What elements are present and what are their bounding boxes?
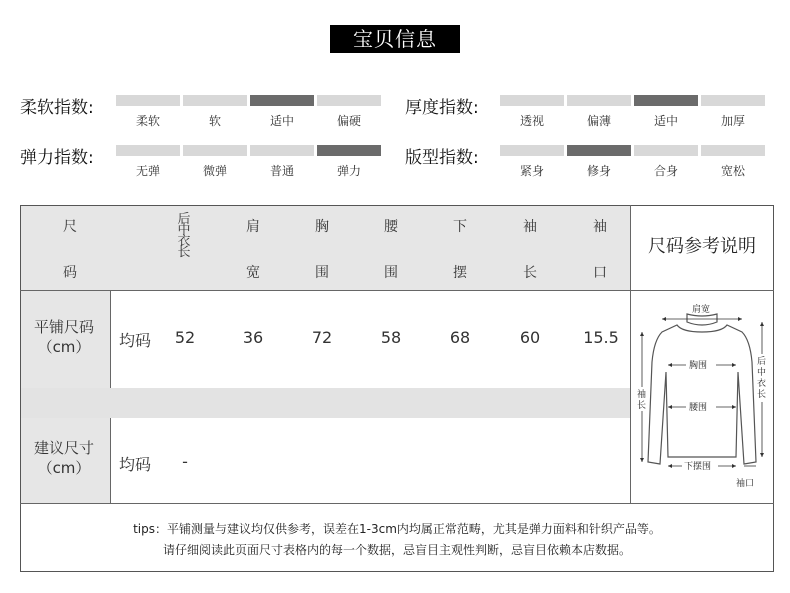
arrow-head xyxy=(662,317,666,321)
header-waist-2: 围 xyxy=(384,265,398,281)
value-hem: 68 xyxy=(449,328,471,347)
arrow-head xyxy=(640,458,644,462)
header-back-length-char: 中 xyxy=(177,223,191,238)
size-cell: 均码 xyxy=(118,455,151,474)
arrow-head xyxy=(738,317,742,321)
row-label-unit: （cm） xyxy=(37,338,91,356)
index-segment xyxy=(500,95,564,106)
sweater-outline xyxy=(648,325,756,464)
size-cell: 均码 xyxy=(118,331,151,350)
sleeve-label-1: 袖 xyxy=(637,390,647,400)
index-segment xyxy=(116,95,180,106)
header-chest-1: 胸 xyxy=(315,219,329,235)
header-back-length-char: 衣 xyxy=(177,234,191,249)
arrow-head xyxy=(668,363,672,367)
index-option: 微弹 xyxy=(202,164,227,178)
value-back-length: 52 xyxy=(174,328,196,347)
index-segment xyxy=(634,145,698,156)
tips-box xyxy=(20,503,774,572)
arrow-head xyxy=(760,453,764,457)
header-size-2: 码 xyxy=(63,265,77,281)
index-option: 宽松 xyxy=(720,164,745,178)
header-back-length-char: 后 xyxy=(177,212,191,227)
arrow-head xyxy=(732,464,736,468)
index-option: 修身 xyxy=(586,164,611,178)
index-option: 软 xyxy=(208,114,221,128)
index-segment xyxy=(634,95,698,106)
index-segment xyxy=(183,145,247,156)
arrow-head xyxy=(640,332,644,336)
row-label-line: 平铺尺码 xyxy=(33,318,94,336)
index-option: 偏硬 xyxy=(336,114,361,128)
tips-line-2: 请仔细阅读此页面尺寸表格内的每一个数据，忌盲目主观性判断，忌盲目依赖本店数据。 xyxy=(162,543,631,557)
index-segment xyxy=(183,95,247,106)
garment-diagram xyxy=(632,292,772,500)
header-hem-2: 摆 xyxy=(453,265,467,281)
index-option: 普通 xyxy=(269,164,294,178)
arrow-head xyxy=(732,405,736,409)
row-label-suggested xyxy=(20,438,108,478)
length-label-2: 中 xyxy=(757,368,767,378)
index-option: 偏薄 xyxy=(586,114,611,128)
collar-outline xyxy=(687,314,717,325)
index-segment xyxy=(317,95,381,106)
header-sleeve-2: 长 xyxy=(523,265,537,281)
arrow-head xyxy=(732,363,736,367)
row-label-unit: （cm） xyxy=(37,459,91,477)
index-option: 加厚 xyxy=(720,114,745,128)
index-option: 无弹 xyxy=(135,164,160,178)
header-sleeve-1: 袖 xyxy=(523,219,537,235)
size-guide-title: 尺码参考说明 xyxy=(648,236,756,257)
length-label-4: 长 xyxy=(757,390,767,400)
index-option: 合身 xyxy=(653,164,678,178)
index-option: 弹力 xyxy=(336,164,361,178)
header-cuff-2: 口 xyxy=(593,265,607,281)
arrow-head xyxy=(760,322,764,326)
row-label-line: 建议尺寸 xyxy=(33,439,94,457)
index-segment xyxy=(250,145,314,156)
chest-label: 胸围 xyxy=(689,361,708,371)
value-waist: 58 xyxy=(380,328,402,347)
length-label-1: 后 xyxy=(757,357,767,367)
value-cuff: 15.5 xyxy=(583,328,619,347)
index-option: 紧身 xyxy=(519,164,544,178)
index-segment xyxy=(567,145,631,156)
index-option: 柔软 xyxy=(135,114,160,128)
value-shoulder: 36 xyxy=(242,328,264,347)
index-label: 柔软指数: xyxy=(20,98,94,118)
header-back-length xyxy=(177,214,191,258)
index-segment xyxy=(701,145,765,156)
index-segment xyxy=(701,95,765,106)
header-shoulder-2: 宽 xyxy=(246,265,260,281)
index-segment xyxy=(567,95,631,106)
table-line xyxy=(20,290,774,291)
value-sleeve: 60 xyxy=(519,328,541,347)
value-dash: - xyxy=(182,452,188,471)
cuff-label: 袖口 xyxy=(736,479,755,489)
index-label: 版型指数: xyxy=(405,148,479,168)
tips-line-1: tips：平铺测量与建议均仅供参考，误差在1-3cm内均属正常范畴，尤其是弹力面料和针织产品等。 xyxy=(133,522,661,536)
sleeve-label-2: 长 xyxy=(637,401,647,411)
length-label-3: 衣 xyxy=(757,379,767,389)
header-chest-2: 围 xyxy=(315,265,329,281)
header-waist-1: 腰 xyxy=(384,219,398,235)
index-segment xyxy=(317,145,381,156)
index-segment xyxy=(500,145,564,156)
shoulder-label: 肩宽 xyxy=(692,305,711,315)
header-back-length-char: 长 xyxy=(177,245,191,260)
index-label: 弹力指数: xyxy=(20,148,94,168)
waist-label: 腰围 xyxy=(689,403,708,413)
index-segment xyxy=(116,145,180,156)
index-option: 透视 xyxy=(519,114,544,128)
index-label: 厚度指数: xyxy=(405,98,479,118)
hem-label: 下摆围 xyxy=(684,462,712,472)
value-chest: 72 xyxy=(311,328,333,347)
row-label-flat xyxy=(20,317,108,357)
arrow-head xyxy=(668,405,672,409)
header-cuff-1: 袖 xyxy=(593,219,607,235)
header-size-1: 尺 xyxy=(63,219,77,235)
index-option: 适中 xyxy=(269,114,294,128)
header-hem-1: 下 xyxy=(453,219,467,235)
index-option: 适中 xyxy=(653,114,678,128)
index-segment xyxy=(250,95,314,106)
arrow-head xyxy=(668,464,672,468)
page-title: 宝贝信息 xyxy=(330,25,460,53)
header-shoulder-1: 肩 xyxy=(246,219,260,235)
